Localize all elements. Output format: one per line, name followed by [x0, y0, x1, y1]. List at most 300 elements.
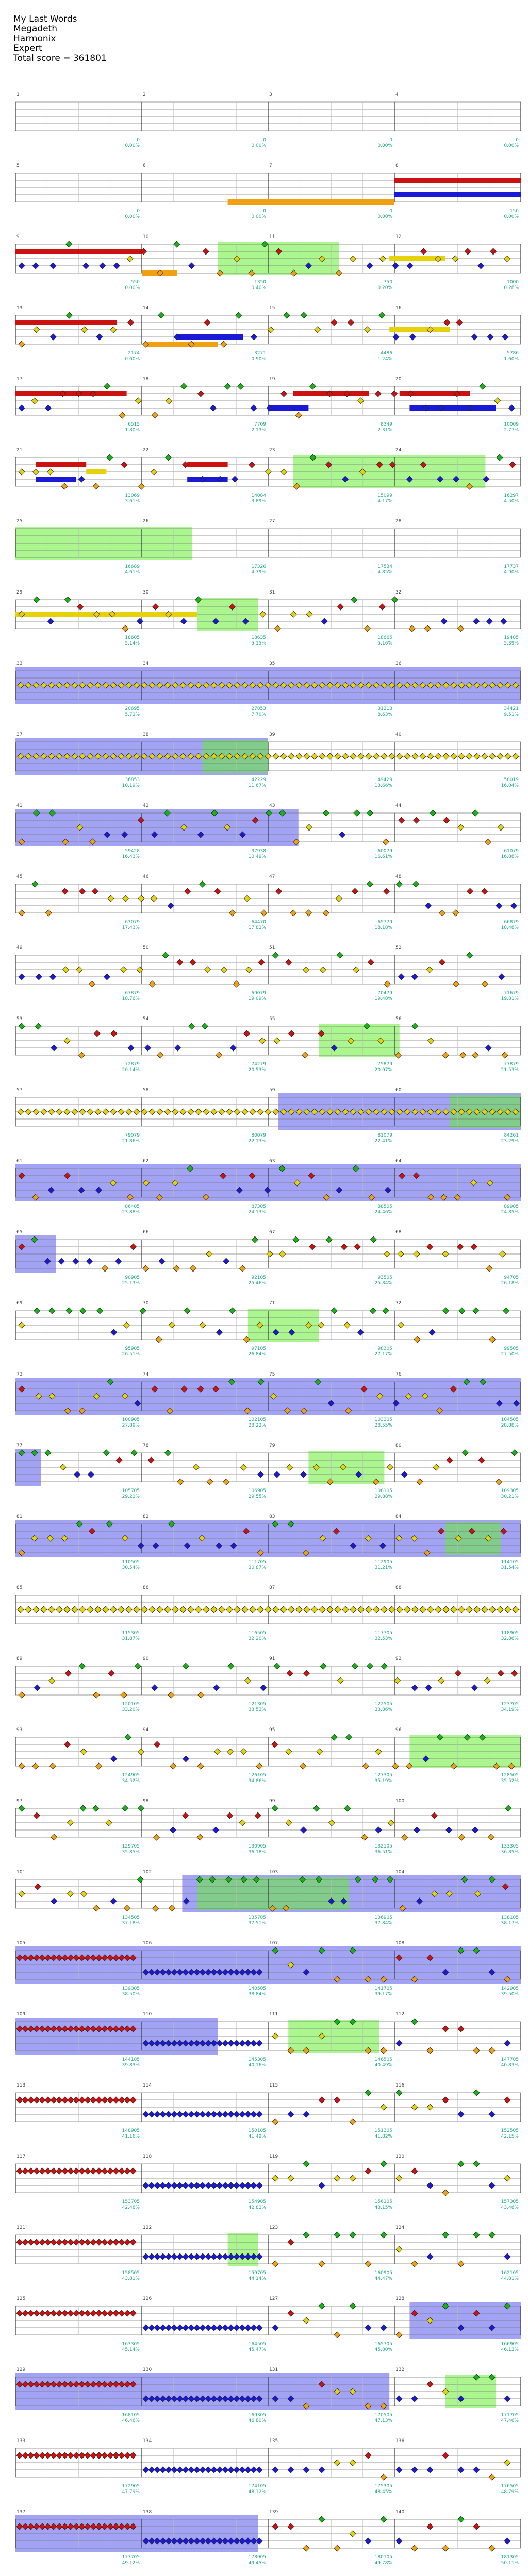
- measure-number: 117: [16, 2154, 26, 2159]
- note: [504, 2253, 510, 2260]
- note: [62, 2239, 68, 2245]
- chart-row: [15, 1656, 521, 1713]
- note: [485, 1045, 491, 1051]
- note: [306, 910, 312, 916]
- measure-percent: 17.43%: [122, 925, 140, 930]
- note: [102, 2239, 108, 2245]
- note: [217, 2253, 223, 2260]
- note: [183, 1812, 189, 1819]
- measure-number: 125: [16, 2296, 26, 2301]
- measure-percent: 19.81%: [501, 996, 519, 1002]
- note: [164, 1606, 171, 1613]
- note: [379, 604, 385, 610]
- note: [153, 1905, 159, 1911]
- measure-percent: 5.15%: [251, 641, 266, 646]
- measure-percent: 36.51%: [374, 1850, 392, 1855]
- note: [211, 2182, 217, 2189]
- note: [335, 753, 341, 759]
- note: [458, 2111, 464, 2117]
- note: [131, 1450, 137, 1456]
- note: [443, 753, 449, 759]
- note: [365, 2452, 371, 2459]
- note: [474, 1606, 480, 1613]
- note: [249, 462, 255, 468]
- note: [19, 974, 25, 980]
- measure-number: 71: [269, 1301, 275, 1306]
- measure-percent: 4.85%: [377, 570, 392, 575]
- measure-number: 43: [269, 803, 275, 808]
- note: [33, 1109, 39, 1115]
- measure-number: 68: [395, 1230, 402, 1235]
- note: [148, 2182, 155, 2189]
- note: [74, 1471, 80, 1478]
- measure-score: 158505: [122, 2270, 140, 2276]
- measure-percent: 32.20%: [248, 1636, 266, 1641]
- note: [381, 2474, 387, 2480]
- note: [217, 2182, 223, 2189]
- measure-number: 84: [395, 1514, 402, 1519]
- measure-number: 83: [269, 1514, 275, 1519]
- note: [286, 1749, 292, 1755]
- note: [64, 1741, 71, 1748]
- note: [135, 398, 141, 404]
- note: [335, 1606, 341, 1613]
- measure-number: 106: [143, 1941, 152, 1946]
- measure-number: 64: [395, 1159, 402, 1164]
- chart-row: [15, 1372, 521, 1428]
- note: [381, 1606, 387, 1613]
- measure-number: 1: [16, 92, 20, 97]
- note: [497, 753, 503, 759]
- note: [183, 1663, 189, 1669]
- measure-number: 26: [143, 519, 149, 524]
- note: [34, 2452, 40, 2459]
- measure-number: 56: [395, 1016, 402, 1022]
- measure-score: 13069: [125, 493, 140, 498]
- note: [206, 1251, 212, 1257]
- measure-score: 138105: [501, 1915, 519, 1920]
- measure-percent: 35.52%: [501, 1778, 519, 1784]
- measure-percent: 22.13%: [248, 1139, 266, 1144]
- note: [485, 839, 491, 845]
- note: [180, 383, 187, 389]
- measure-percent: 20.53%: [248, 1067, 266, 1073]
- measure-percent: 43.15%: [374, 2205, 392, 2210]
- note: [111, 1329, 117, 1335]
- measure-percent: 8.63%: [377, 712, 392, 717]
- note: [272, 2033, 278, 2039]
- note: [381, 1663, 387, 1669]
- measure-number: 129: [16, 2367, 26, 2372]
- measure-score: 112905: [374, 1560, 392, 1565]
- note: [85, 2452, 91, 2459]
- note: [93, 1905, 100, 1911]
- measure-score: 58019: [504, 777, 519, 783]
- measure-number: 40: [395, 732, 402, 737]
- note: [365, 2090, 371, 2096]
- note: [156, 1336, 162, 1343]
- measure-number: 123: [269, 2225, 278, 2230]
- note: [28, 2310, 34, 2316]
- note: [239, 2467, 245, 2473]
- note: [85, 2239, 91, 2245]
- sustain-bar: [389, 327, 450, 332]
- note: [80, 1891, 87, 1897]
- note: [78, 1052, 85, 1058]
- note: [18, 1606, 24, 1613]
- note: [373, 1606, 380, 1613]
- note: [153, 604, 159, 610]
- note: [257, 1471, 263, 1478]
- note: [158, 312, 164, 318]
- note: [228, 2467, 234, 2473]
- measure-number: 54: [143, 1016, 149, 1022]
- note: [427, 2182, 433, 2189]
- note: [58, 1258, 64, 1264]
- measure-percent: 42.82%: [248, 2205, 266, 2210]
- note: [337, 604, 343, 610]
- note: [234, 2040, 240, 2046]
- measure-score: 156105: [374, 2199, 392, 2205]
- note: [256, 2325, 262, 2331]
- measure-score: 172905: [122, 2484, 140, 2489]
- note: [351, 597, 357, 603]
- note: [47, 469, 54, 475]
- note: [62, 2310, 68, 2316]
- measure-percent: 0.00%: [377, 214, 392, 219]
- note: [321, 618, 327, 624]
- measure-score: 42229: [251, 777, 266, 783]
- note: [458, 2026, 464, 2032]
- note: [119, 2452, 125, 2459]
- measure-score: 34421: [504, 706, 519, 711]
- measure-number: 108: [395, 1941, 405, 1946]
- note: [124, 2097, 130, 2103]
- measure-percent: 41.49%: [248, 2134, 266, 2139]
- note: [411, 2019, 418, 2025]
- measure-number: 14: [143, 306, 149, 311]
- note: [221, 341, 227, 347]
- song-title: My Last Words: [13, 14, 77, 24]
- note: [124, 2452, 130, 2459]
- measure-number: 61: [16, 1159, 23, 1164]
- note: [203, 248, 209, 255]
- note: [420, 753, 426, 759]
- note: [143, 2253, 149, 2260]
- note: [480, 383, 486, 389]
- note: [138, 1805, 144, 1811]
- note: [350, 2531, 356, 2537]
- note: [113, 2239, 119, 2245]
- note: [162, 952, 169, 958]
- note: [273, 1606, 279, 1613]
- measure-score: 132105: [374, 1844, 392, 1849]
- note: [39, 2097, 45, 2103]
- note: [365, 2168, 371, 2174]
- note: [183, 1756, 189, 1762]
- note: [358, 753, 364, 759]
- measure-percent: 1.80%: [125, 428, 140, 433]
- measure-score: 94705: [504, 1275, 519, 1280]
- note: [331, 1308, 337, 1314]
- measure-score: 37938: [251, 849, 266, 854]
- note: [205, 2467, 211, 2473]
- note: [273, 753, 279, 759]
- note: [154, 2325, 160, 2331]
- measure-percent: 39.83%: [122, 2063, 140, 2068]
- note: [222, 2111, 228, 2117]
- measure-percent: 0.00%: [125, 143, 140, 148]
- note: [48, 1606, 55, 1613]
- note: [160, 2111, 166, 2117]
- note: [173, 1265, 179, 1272]
- note: [90, 2310, 96, 2316]
- measure-percent: 24.13%: [248, 1210, 266, 1215]
- note: [288, 1606, 294, 1613]
- note: [251, 2467, 257, 2473]
- note: [227, 1812, 233, 1819]
- measure-percent: 3.61%: [125, 499, 140, 504]
- note: [188, 2467, 194, 2473]
- chart-row: [15, 1443, 521, 1499]
- measure-percent: 44.81%: [501, 2276, 519, 2281]
- chart-row: [15, 1159, 521, 1215]
- measure-number: 134: [143, 2438, 152, 2444]
- note: [473, 2161, 480, 2167]
- note: [274, 1471, 280, 1478]
- note: [177, 959, 183, 965]
- note: [375, 1827, 382, 1833]
- chart-row: [15, 2225, 521, 2281]
- note: [251, 405, 257, 411]
- measure-percent: 18.48%: [501, 925, 519, 930]
- note: [323, 810, 329, 816]
- measure-score: 133305: [501, 1844, 519, 1849]
- note: [154, 2111, 160, 2117]
- note: [103, 1606, 109, 1613]
- measure-score: 80079: [251, 1133, 266, 1138]
- measure-number: 3: [269, 92, 272, 97]
- note: [213, 1685, 220, 1691]
- note: [482, 1606, 488, 1613]
- note: [334, 2175, 340, 2181]
- measure-percent: 49.45%: [248, 2561, 266, 2566]
- note: [62, 2168, 68, 2174]
- chart-row: [15, 1016, 521, 1073]
- note: [489, 2111, 495, 2117]
- note: [183, 2253, 189, 2260]
- measure-number: 120: [395, 2154, 405, 2159]
- measure-percent: 29.55%: [248, 1494, 266, 1499]
- note: [256, 2467, 262, 2473]
- note: [180, 1109, 186, 1115]
- note: [276, 888, 282, 894]
- measure-percent: 11.67%: [248, 783, 266, 788]
- note: [442, 2452, 449, 2459]
- measure-score: 5786: [507, 351, 519, 356]
- note: [238, 383, 244, 389]
- note: [164, 1109, 171, 1115]
- note: [364, 327, 370, 333]
- measure-score: 4486: [381, 351, 392, 356]
- measure-score: 100905: [122, 1417, 140, 1422]
- measure-number: 137: [16, 2510, 26, 2515]
- note: [245, 2467, 251, 2473]
- note: [108, 1670, 114, 1676]
- measure-number: 78: [143, 1443, 149, 1448]
- note: [486, 1265, 492, 1272]
- note: [188, 2182, 194, 2189]
- note: [473, 2047, 480, 2054]
- measure-percent: 43.48%: [501, 2205, 519, 2210]
- note: [392, 1763, 399, 1769]
- note: [303, 2467, 309, 2473]
- note: [245, 2325, 251, 2331]
- note: [56, 2239, 62, 2245]
- measure-score: 31213: [377, 706, 392, 711]
- note: [102, 1265, 108, 1272]
- note: [177, 1479, 184, 1485]
- measure-number: 82: [143, 1514, 149, 1519]
- measure-percent: 1.24%: [377, 357, 392, 362]
- measure-number: 100: [395, 1799, 405, 1804]
- measure-percent: 29.88%: [374, 1494, 392, 1499]
- measure-number: 104: [395, 1870, 405, 1875]
- note: [458, 753, 465, 759]
- measure-score: 123705: [501, 1702, 519, 1707]
- measure-percent: 25.13%: [122, 1281, 140, 1286]
- measure-number: 112: [395, 2012, 405, 2017]
- note: [143, 2182, 149, 2189]
- measure-score: 87305: [251, 1204, 266, 1209]
- note: [152, 412, 158, 418]
- note: [268, 327, 274, 333]
- note: [130, 2239, 136, 2245]
- measure-percent: 40.16%: [248, 2063, 266, 2068]
- note: [148, 2253, 155, 2260]
- measure-percent: 28.55%: [374, 1423, 392, 1428]
- measure-number: 107: [269, 1941, 278, 1946]
- measure-number: 99: [269, 1799, 275, 1804]
- note: [223, 1258, 229, 1264]
- note: [107, 2168, 113, 2174]
- note: [200, 1322, 206, 1328]
- note: [367, 881, 373, 887]
- measure-number: 6: [143, 163, 146, 168]
- note: [396, 2040, 402, 2046]
- note: [246, 967, 252, 973]
- measure-percent: 27.50%: [501, 1352, 519, 1357]
- note: [79, 2452, 85, 2459]
- note: [245, 2182, 251, 2189]
- note: [79, 1663, 85, 1669]
- measure-score: 84261: [504, 1133, 519, 1138]
- note: [239, 2040, 245, 2046]
- note: [466, 1606, 472, 1613]
- measure-percent: 5.39%: [504, 641, 519, 646]
- measure-number: 34: [143, 661, 149, 666]
- measure-score: 174105: [248, 2484, 266, 2489]
- note: [311, 1606, 318, 1613]
- measure-score: 105705: [122, 1488, 140, 1494]
- measure-number: 92: [395, 1656, 402, 1662]
- chart-row: [15, 92, 521, 148]
- measure-score: 135705: [248, 1915, 266, 1920]
- note: [45, 2239, 51, 2245]
- note: [444, 319, 450, 326]
- chart-row: [15, 2510, 521, 2566]
- note: [458, 2261, 464, 2267]
- measure-score: 63079: [125, 920, 140, 925]
- measure-number: 20: [395, 377, 402, 382]
- measure-number: 55: [269, 1016, 275, 1022]
- note: [352, 1663, 358, 1669]
- measure-number: 30: [143, 590, 149, 595]
- note: [258, 959, 265, 965]
- measure-number: 21: [16, 448, 23, 453]
- note: [257, 1109, 263, 1115]
- note: [472, 1827, 478, 1833]
- measure-percent: 16.04%: [501, 783, 519, 788]
- measure-percent: 22.41%: [374, 1139, 392, 1144]
- note: [45, 2168, 51, 2174]
- note: [170, 1763, 176, 1769]
- note: [194, 2111, 200, 2117]
- note: [22, 2452, 28, 2459]
- note: [130, 2168, 136, 2174]
- note: [28, 2168, 34, 2174]
- note: [138, 483, 144, 489]
- note: [194, 2325, 200, 2331]
- note: [67, 1891, 73, 1897]
- note: [45, 910, 52, 916]
- measure-number: 17: [16, 377, 23, 382]
- note: [203, 1109, 209, 1115]
- note: [143, 2325, 149, 2331]
- chart-row: [15, 1585, 521, 1641]
- note: [443, 1308, 449, 1314]
- note: [319, 2467, 325, 2473]
- measure-number: 80: [395, 1443, 402, 1448]
- measure-percent: 37.84%: [374, 1921, 392, 1926]
- note: [281, 469, 287, 475]
- measure-score: 110505: [122, 1560, 140, 1565]
- note: [462, 1450, 468, 1456]
- measure-percent: 21.53%: [501, 1067, 519, 1073]
- measure-number: 139: [269, 2510, 278, 2515]
- measure-number: 58: [143, 1088, 149, 1093]
- note: [442, 2545, 449, 2551]
- note: [19, 469, 25, 475]
- note: [451, 753, 457, 759]
- note: [79, 2239, 85, 2245]
- note: [392, 263, 399, 269]
- measure-number: 67: [269, 1230, 275, 1235]
- note: [471, 334, 477, 340]
- measure-score: 18635: [251, 635, 266, 640]
- chart-row: [15, 234, 521, 291]
- note: [341, 1244, 348, 1250]
- note: [226, 1109, 233, 1115]
- note: [202, 1023, 208, 1029]
- note: [188, 2253, 194, 2260]
- measure-score: 81079: [377, 1133, 392, 1138]
- note: [446, 1827, 452, 1833]
- note: [205, 2325, 211, 2331]
- measure-percent: 34.19%: [501, 1707, 519, 1713]
- note: [51, 1045, 57, 1051]
- measure-score: 144105: [122, 2057, 140, 2062]
